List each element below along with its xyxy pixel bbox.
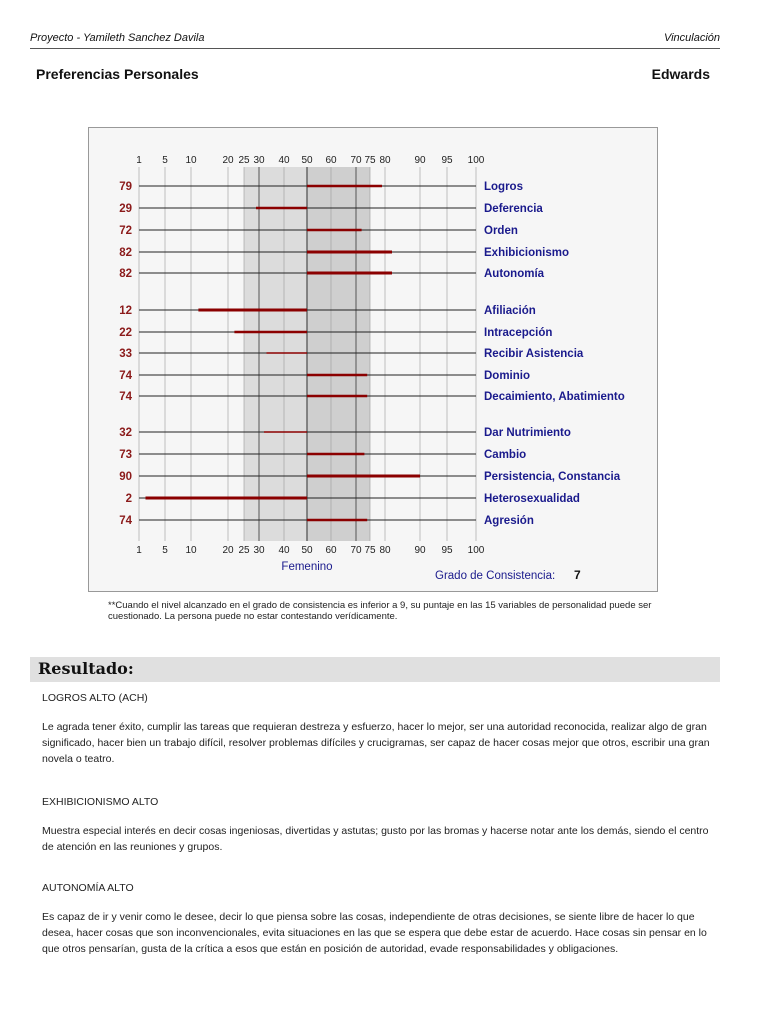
value-label: 29 [119,203,132,215]
tick-label-bottom: 30 [253,545,265,556]
tick-label-bottom: 90 [414,545,426,556]
section-body-autonomia: Es capaz de ir y venir como le desee, decir lo que piensa sobre las cosas, independiente de otras decisiones, se siente libre de hacer lo que desea, hacer cosas que son inconvencionales, evita situaciones en las que se espera que debe estar de acuerdo. Hace cosas sin pensar en lo que otros pensarían, gusta de la crítica a esos que están en posición de autoridad, evade responsabilidades y obligaciones. [42,911,707,955]
category-label: Exhibicionismo [484,247,569,259]
profile-chart [88,127,658,592]
value-label: 22 [119,327,132,339]
tick-label-bottom: 60 [325,545,337,556]
tick-label-top: 60 [325,155,337,166]
tick-label-bottom: 95 [441,545,453,556]
value-label: 82 [119,247,132,259]
tick-label-top: 5 [162,155,168,166]
header-project: Proyecto - Yamileth Sanchez Davila [30,32,205,44]
category-label: Dar Nutrimiento [484,427,571,439]
value-label: 74 [119,370,132,382]
category-label: Deferencia [484,203,543,215]
category-label: Intracepción [484,327,553,339]
section-title-logros: LOGROS ALTO (ACH) [42,692,148,704]
tick-label-top: 70 [350,155,362,166]
tick-label-bottom: 50 [301,545,313,556]
category-label: Autonomía [484,268,545,280]
tick-label-top: 30 [253,155,265,166]
consistency-label: Grado de Consistencia: [435,570,556,582]
tick-label-top: 80 [379,155,391,166]
value-label: 33 [119,348,132,360]
tick-label-bottom: 25 [238,545,250,556]
tick-label-top: 25 [238,155,250,166]
consistency-footnote: **Cuando el nivel alcanzado en el grado de consistencia es inferior a 9, su puntaje en las 15 variables de personalidad puede ser cuestionado. La persona puede no estar contestando verídicamente. [108,600,652,622]
category-label: Heterosexualidad [484,493,580,505]
section-title-autonomia: AUTONOMÍA ALTO [42,882,134,894]
consistency-value: 7 [574,568,581,582]
tick-label-top: 1 [136,155,142,166]
category-label: Agresión [484,515,534,527]
value-label: 82 [119,268,132,280]
tick-label-bottom: 75 [364,545,376,556]
category-label: Afiliación [484,305,536,317]
category-label: Logros [484,181,523,193]
tick-label-bottom: 20 [222,545,234,556]
value-label: 2 [125,493,132,505]
tick-label-top: 75 [364,155,376,166]
category-label: Dominio [484,370,530,382]
tick-label-top: 10 [185,155,197,166]
value-label: 90 [119,471,132,483]
test-name: Edwards [651,66,710,82]
value-label: 72 [119,225,132,237]
tick-label-bottom: 10 [185,545,197,556]
section-body-logros: Le agrada tener éxito, cumplir las tareas que requieran destreza y esfuerzo, hacer lo mejor, ser una autoridad reconocida, realizar algo de gran significado, hacer bien un trabajo difícil, resolver problemas difíciles y crucigramas, ser capaz de hacer cosas mejor que otros, escribir una gran novela o teatro. [42,721,710,765]
category-label: Decaimiento, Abatimiento [484,391,625,403]
header-section: Vinculación [663,32,720,44]
tick-label-bottom: 80 [379,545,391,556]
section-body-exhibicionismo: Muestra especial interés en decir cosas ingeniosas, divertidas y astutas; gusto por las bromas y hacerse notar ante los demás, siendo el centro de atención en las reuniones y grupos. [42,825,709,853]
tick-label-bottom: 100 [467,545,485,556]
value-label: 74 [119,391,132,403]
result-heading: Resultado: [38,659,134,678]
section-title-exhibicionismo: EXHIBICIONISMO ALTO [42,796,159,808]
value-label: 32 [119,427,132,439]
category-label: Persistencia, Constancia [484,471,621,483]
tick-label-top: 90 [414,155,426,166]
inner-band [307,167,370,541]
header-divider [30,48,720,49]
tick-label-top: 95 [441,155,453,166]
category-label: Orden [484,225,518,237]
tick-label-bottom: 40 [278,545,290,556]
x-axis-label: Femenino [281,561,333,573]
tick-label-top: 100 [467,155,485,166]
tick-label-top: 40 [278,155,290,166]
value-label: 79 [119,181,132,193]
tick-label-bottom: 1 [136,545,142,556]
category-label: Recibir Asistencia [484,348,584,360]
tick-label-bottom: 70 [350,545,362,556]
tick-label-top: 50 [301,155,313,166]
page-title: Preferencias Personales [36,66,199,82]
value-label: 74 [119,515,132,527]
tick-label-top: 20 [222,155,234,166]
value-label: 12 [119,305,132,317]
tick-label-bottom: 5 [162,545,168,556]
category-label: Cambio [484,449,527,461]
value-label: 73 [119,449,132,461]
